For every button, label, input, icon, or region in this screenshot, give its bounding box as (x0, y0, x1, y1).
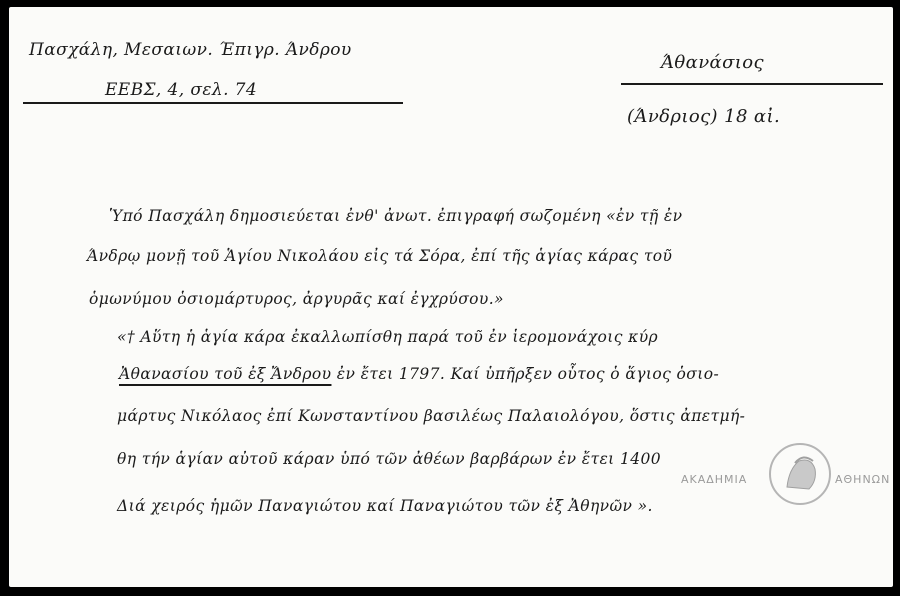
source-reference-line1: Πασχάλη, Μεσαιων. Έπιγρ. Άνδρου (29, 40, 352, 60)
academy-seal-icon (765, 439, 835, 509)
body-line-5 (119, 365, 719, 383)
watermark-right-text: ΑΘΗΝΩΝ (835, 473, 891, 486)
source-underline (23, 102, 403, 104)
body-line-1: Ὑπό Πασχάλη δημοσιεύεται ἐνθ' ἀνωτ. ἐπιγραφή σωζομένη «ἐν τῇ ἐν (109, 207, 683, 225)
heading-place-date: (Άνδριος) 18 αἰ. (627, 106, 781, 127)
body-line-5-rest: ἐν ἔτει 1797. Καί ὑπῆρξεν οὗτος ὁ ἅγιος ὁσιο- (331, 365, 720, 383)
source-reference-line2: ΕΕΒΣ, 4, σελ. 74 (105, 80, 258, 100)
heading-underline (621, 83, 883, 85)
heading-name: Άθανάσιος (661, 52, 764, 73)
body-line-6: μάρτυς Νικόλαος ἐπί Κωνσταντίνου βασιλέως Παλαιολόγου, ὅστις ἀπετμή- (117, 407, 746, 425)
body-line-8: Διά χειρός ἡμῶν Παναγιώτου καί Παναγιώτου τῶν ἐξ Ἀθηνῶν ». (117, 497, 653, 515)
watermark-left-text: ΑΚΑΔΗΜΙΑ (681, 473, 748, 486)
index-card (9, 7, 893, 587)
underlined-name: Ἀθανασίου τοῦ ἐξ Ἄνδρου (119, 365, 332, 383)
body-line-2: Άνδρῳ μονῇ τοῦ Ἁγίου Νικολάου εἰς τά Σόρα, ἐπί τῆς ἁγίας κάρας τοῦ (87, 247, 673, 265)
body-line-4: «† Αὕτη ἡ ἁγία κάρα ἐκαλλωπίσθη παρά τοῦ ἐν ἱερομονάχοις κύρ (117, 328, 659, 346)
body-line-7: θη τήν ἁγίαν αὐτοῦ κάραν ὑπό τῶν ἀθέων βαρβάρων ἐν ἔτει 1400 (117, 450, 662, 468)
body-line-3: ὁμωνύμου ὁσιομάρτυρος, ἀργυρᾶς καί ἐγχρύσου.» (89, 290, 504, 308)
